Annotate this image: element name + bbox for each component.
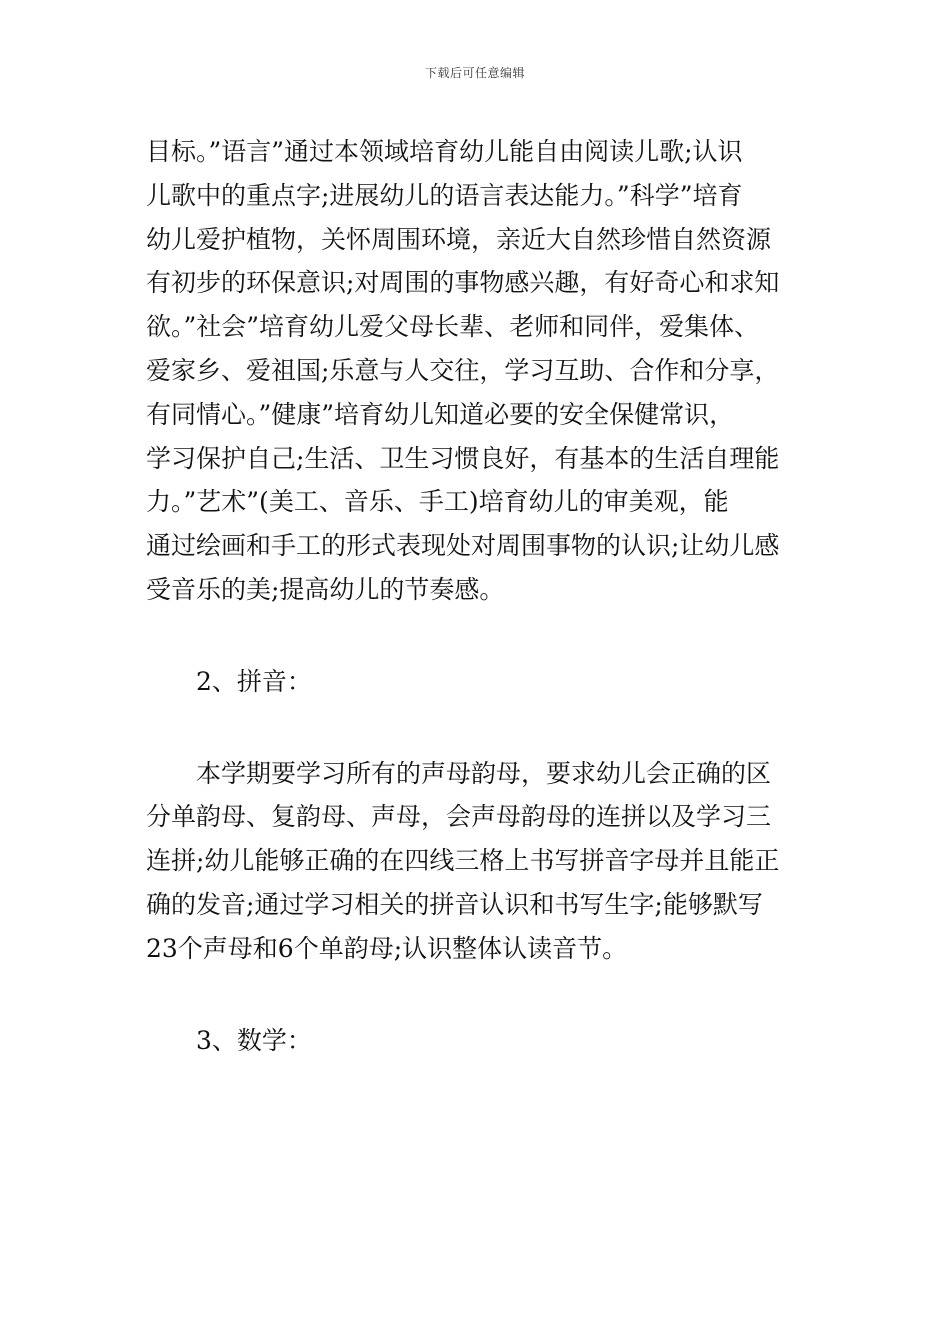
section-heading-math: 3、数学：	[196, 1025, 312, 1055]
text-line: 受音乐的美;提高幼儿的节奏感。	[146, 574, 505, 604]
text-line: 欲。”社会”培育幼儿爱父母长辈、老师和同伴，爱集体、	[146, 312, 760, 342]
text-line: 分单韵母、复韵母、声母，会声母韵母的连拼以及学习三	[146, 802, 772, 832]
text-line: 本学期要学习所有的声母韵母，要求幼儿会正确的区	[146, 758, 772, 788]
text-line: 连拼;幼儿能够正确的在四线三格上书写拼音字母并且能正	[146, 846, 780, 876]
text-line: 通过绘画和手工的形式表现处对周围事物的认识;让幼儿感	[146, 531, 780, 561]
text-line: 有初步的环保意识;对周围的事物感兴趣，有好奇心和求知	[146, 268, 780, 298]
text-line: 力。”艺术”(美工、音乐、手工)培育幼儿的审美观，能	[146, 487, 729, 517]
paragraph-pinyin	[146, 752, 846, 971]
text-line: 学习保护自己;生活、卫生习惯良好，有基本的生活自理能	[146, 443, 780, 473]
document-body	[146, 130, 846, 1062]
page-header: 下载后可任意编辑	[424, 66, 525, 80]
section-heading-pinyin: 2、拼音：	[196, 666, 312, 696]
text-line: 幼儿爱护植物，关怀周围环境，亲近大自然珍惜自然资源	[146, 224, 772, 254]
paragraph-goals	[146, 130, 846, 612]
text-line: 爱家乡、爱祖国;乐意与人交往，学习互助、合作和分享，	[146, 355, 780, 385]
text-line: 目标。”语言”通过本领域培育幼儿能自由阅读儿歌;认识	[146, 137, 743, 166]
text-line: 确的发音;通过学习相关的拼音认识和书写生字;能够默写	[146, 889, 763, 919]
text-line: 有同情心。”健康”培育幼儿知道必要的安全保健常识，	[146, 399, 735, 429]
text-line: 儿歌中的重点字;进展幼儿的语言表达能力。”科学”培育	[146, 180, 743, 210]
text-line: 23个声母和6个单韵母;认识整体认读音节。	[146, 933, 628, 963]
